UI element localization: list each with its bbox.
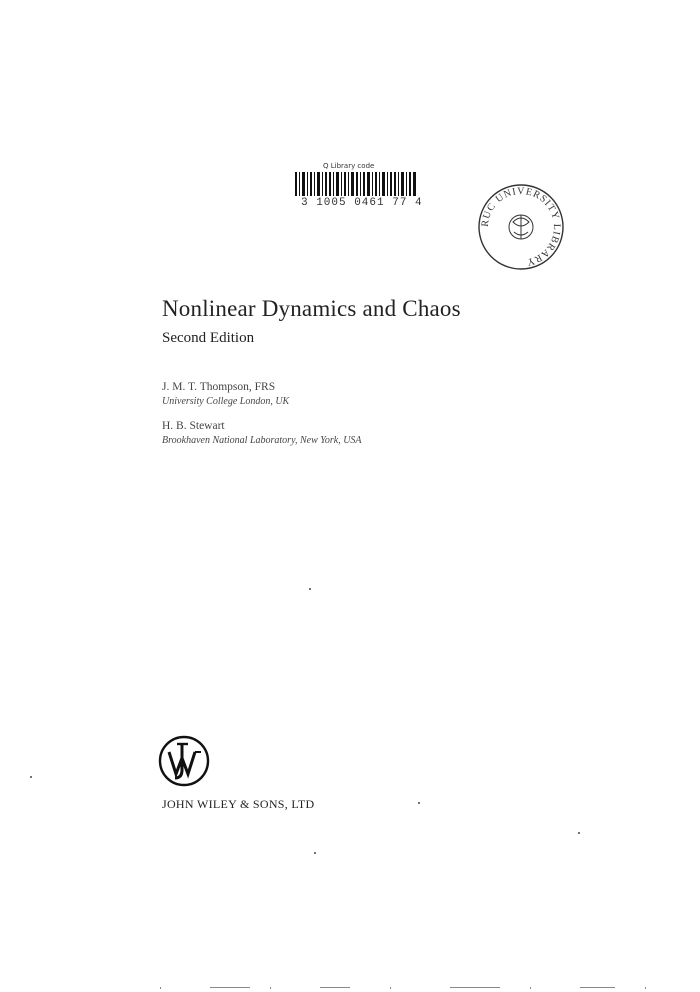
barcode-top-text: Q Library code bbox=[323, 162, 375, 170]
author-name: J. M. T. Thompson, FRS bbox=[162, 381, 276, 393]
wiley-logo-icon bbox=[157, 734, 211, 788]
publisher-name: JOHN WILEY & SONS, LTD bbox=[162, 797, 315, 811]
scan-speck bbox=[309, 588, 311, 590]
stamp-ring-text: RUC UNIVERSITY LIBRARY bbox=[479, 185, 563, 268]
author-name: H. B. Stewart bbox=[162, 420, 225, 432]
author-affiliation: Brookhaven National Laboratory, New York, USA bbox=[162, 435, 362, 446]
barcode-bars bbox=[293, 172, 419, 196]
scan-speck bbox=[578, 832, 580, 834]
library-barcode bbox=[293, 162, 423, 210]
book-title: Nonlinear Dynamics and Chaos bbox=[162, 296, 461, 321]
scan-speck bbox=[418, 802, 420, 804]
author-affiliation: University College London, UK bbox=[162, 396, 290, 407]
page-bottom-marks bbox=[150, 986, 670, 990]
library-stamp bbox=[476, 182, 566, 272]
scan-speck bbox=[314, 852, 316, 854]
scan-speck bbox=[30, 776, 32, 778]
barcode-number: 3 1005 0461 77 4 bbox=[301, 197, 423, 209]
book-edition: Second Edition bbox=[162, 330, 255, 346]
